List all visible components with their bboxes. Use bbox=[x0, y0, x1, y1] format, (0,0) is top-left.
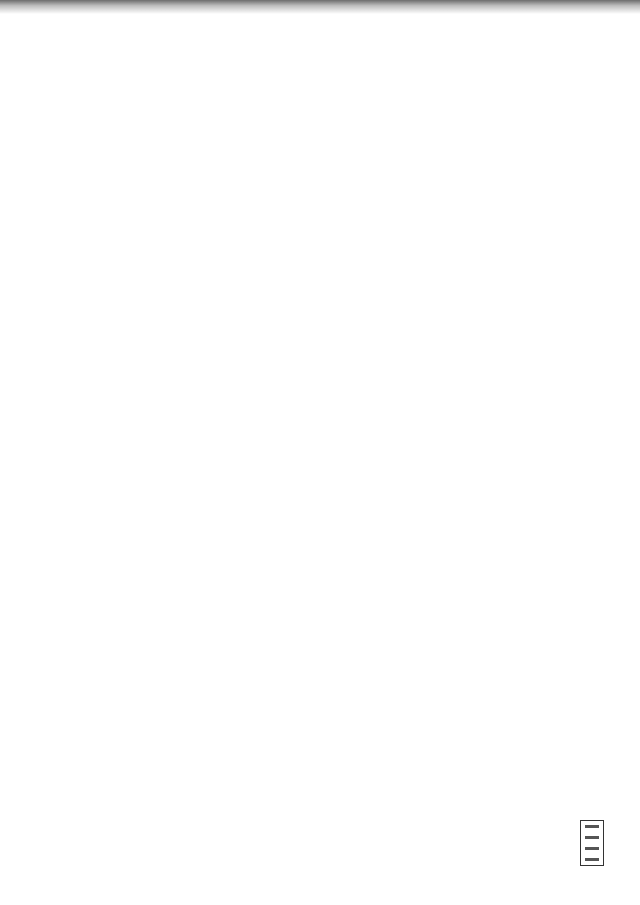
registration-stamp bbox=[580, 820, 604, 866]
